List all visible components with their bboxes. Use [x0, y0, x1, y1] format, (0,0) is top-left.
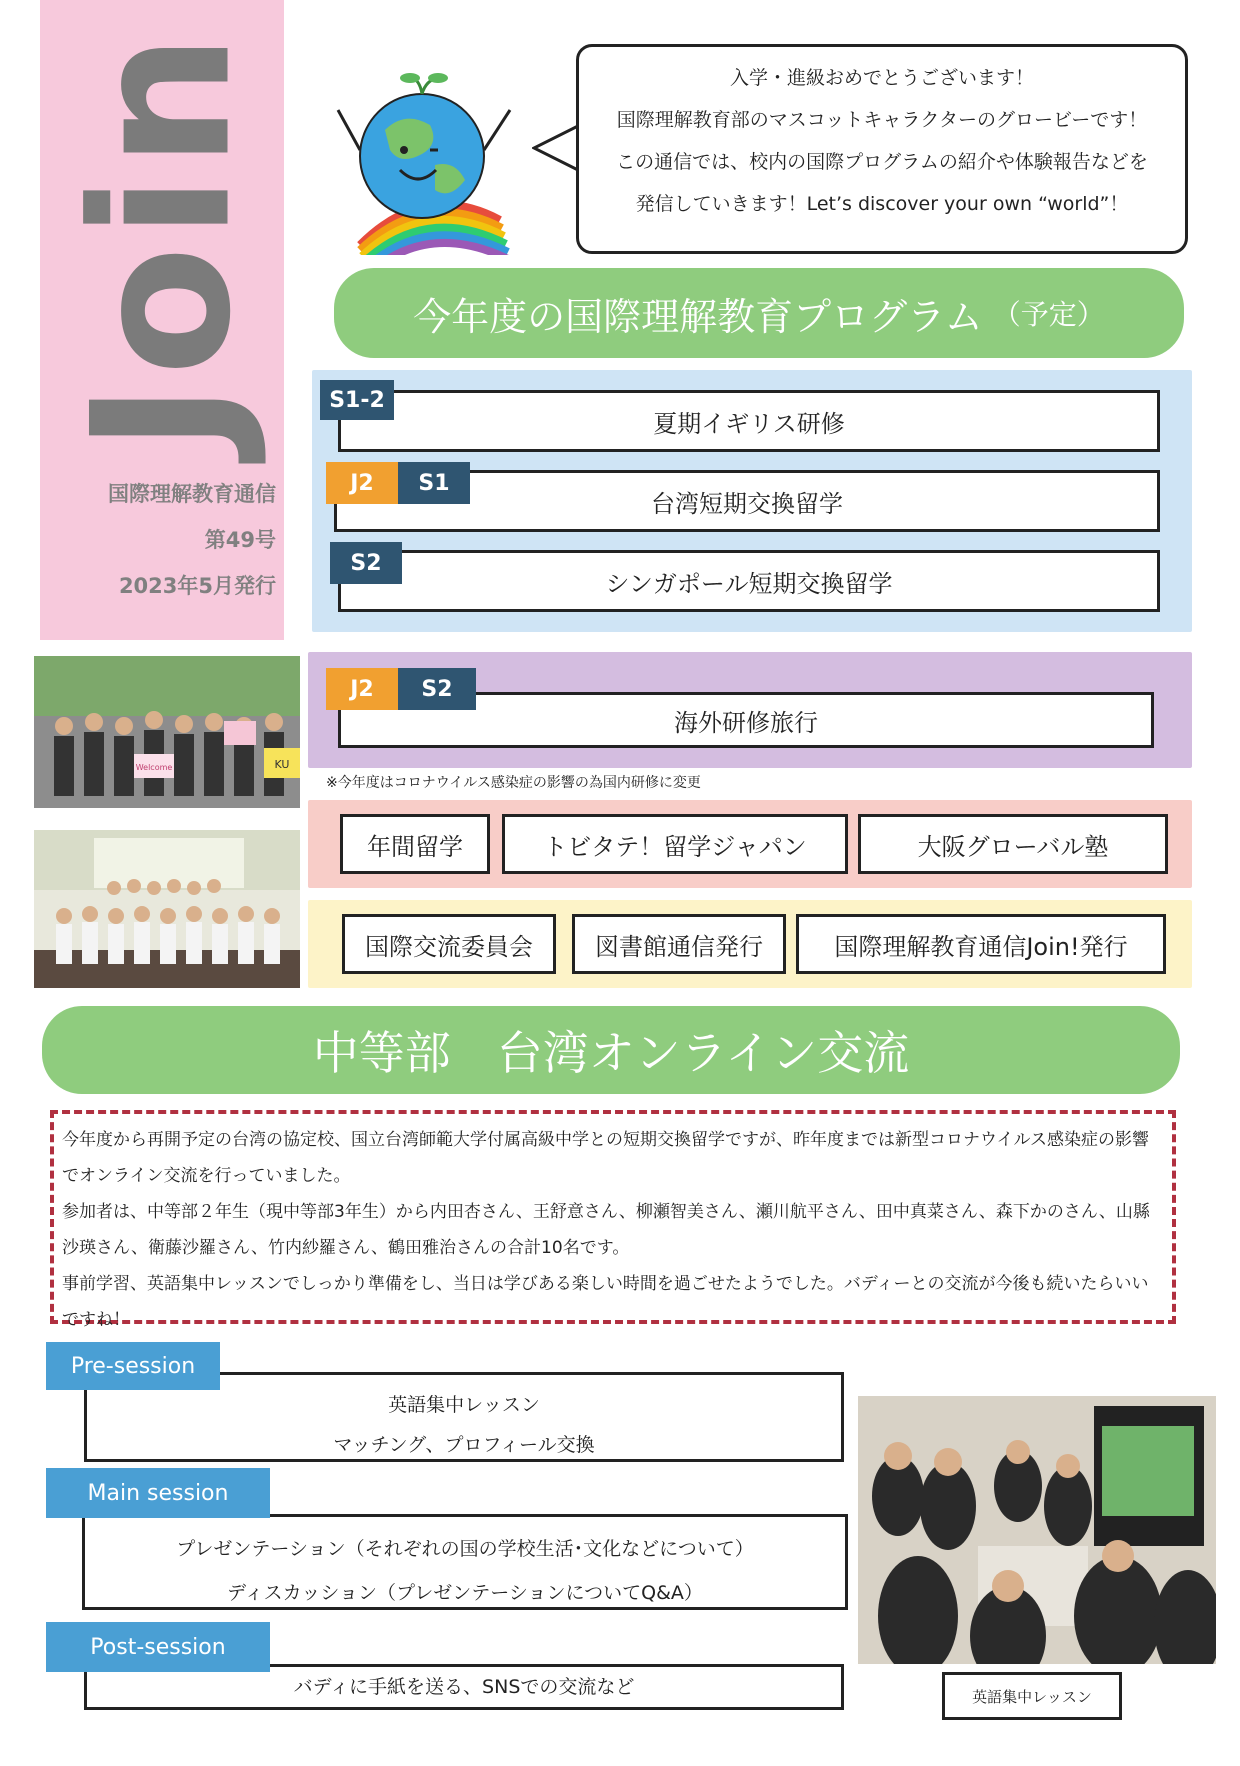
program-item-box: 国際理解教育通信Join!発行 [796, 914, 1166, 974]
post-session-tag: Post-session [46, 1622, 270, 1672]
issue-date: 2023年5月発行 [118, 574, 276, 598]
newsletter-name: 国際理解教育通信 [108, 482, 276, 506]
programs-title: 今年度の国際理解教育プログラム [413, 294, 983, 339]
description-paragraph: 参加者は、中等部２年生（現中等部3年生）から内田杏さん、王舒意さん、柳瀬智美さん、瀬川航平さん、田中真菜さん、森下かのさん、山縣沙瑛さん、衛藤沙羅さん、竹内紗羅さん、鶴田雅治さんの合計10名です。 [62, 1202, 1150, 1258]
main-session-tag: Main session [46, 1468, 270, 1518]
session-line: ディスカッション（プレゼンテーションについてQ&A） [227, 1582, 703, 1604]
bubble-line: 国際理解教育部のマスコットキャラクターのグロービーです！ [616, 109, 1148, 131]
program-box [338, 390, 1160, 452]
issue-number: 第49号 [204, 528, 276, 552]
session-line: プレゼンテーション（それぞれの国の学校生活･文化などについて） [176, 1538, 754, 1560]
program-item-box: 大阪グローバル塾 [858, 814, 1168, 874]
logo-text: Join [51, 27, 273, 453]
join-logo [40, 27, 284, 453]
group-photo-classroom [34, 830, 300, 988]
pre-session-tag: Pre-session [46, 1342, 220, 1390]
session-line: 英語集中レッスン [388, 1394, 540, 1416]
speech-bubble [576, 44, 1188, 254]
globe-mascot-icon [330, 70, 520, 255]
bubble-line: 発信していきます！Let’s discover your own “world”！ [635, 193, 1129, 215]
bubble-line: 入学・進級おめでとうございます！ [729, 67, 1034, 89]
program-label: 台湾短期交換留学 [651, 489, 843, 518]
program-item-box: 国際交流委員会 [342, 914, 556, 974]
program-item-box: トビタテ！留学ジャパン [502, 814, 848, 874]
grade-tag: S2 [398, 668, 476, 710]
program-label: 海外研修旅行 [674, 708, 818, 737]
grade-tag: J2 [326, 462, 398, 504]
taiwan-banner [42, 1006, 1180, 1094]
welcome-sign-text: Welcome [135, 763, 173, 772]
photo-caption: 英語集中レッスン [942, 1672, 1122, 1720]
session-line: マッチング、プロフィール交換 [333, 1434, 595, 1456]
program-label: 夏期イギリス研修 [653, 409, 845, 438]
group-photo-taiwan [34, 656, 300, 808]
program-item-box: 年間留学 [340, 814, 490, 874]
description-paragraph: 事前学習、英語集中レッスンでしっかり準備をし、当日は学びある楽しい時間を過ごせたようでした。バディーとの交流が今後も続いたらいいですね！ [62, 1274, 1149, 1330]
grade-tag: J2 [326, 668, 398, 710]
programs-title-suffix: （予定） [992, 298, 1105, 331]
program-item-box: 図書館通信発行 [572, 914, 786, 974]
english-lesson-photo [858, 1396, 1216, 1664]
program-box [338, 550, 1160, 612]
programs-banner [334, 268, 1184, 358]
grade-tag: S1 [398, 462, 470, 504]
program-note: ※今年度はコロナウイルス感染症の影響の為国内研修に変更 [326, 775, 701, 791]
session-line: バディに手紙を送る、SNSでの交流など [293, 1676, 635, 1698]
ku-sign-text: KU [274, 758, 290, 771]
main-session-box [82, 1514, 848, 1610]
taiwan-description [50, 1110, 1176, 1330]
bubble-tail [532, 124, 580, 174]
taiwan-title: 中等部 台湾オンライン交流 [312, 1026, 910, 1080]
bubble-line: この通信では、校内の国際プログラムの紹介や体験報告などを [616, 151, 1148, 173]
grade-tag: S1-2 [320, 380, 394, 420]
program-label: シンガポール短期交換留学 [605, 569, 893, 598]
description-paragraph: 今年度から再開予定の台湾の協定校、国立台湾師範大学付属高級中学との短期交換留学ですが、昨年度までは新型コロナウイルス感染症の影響でオンライン交流を行っていました。 [62, 1130, 1149, 1186]
grade-tag: S2 [330, 542, 402, 584]
